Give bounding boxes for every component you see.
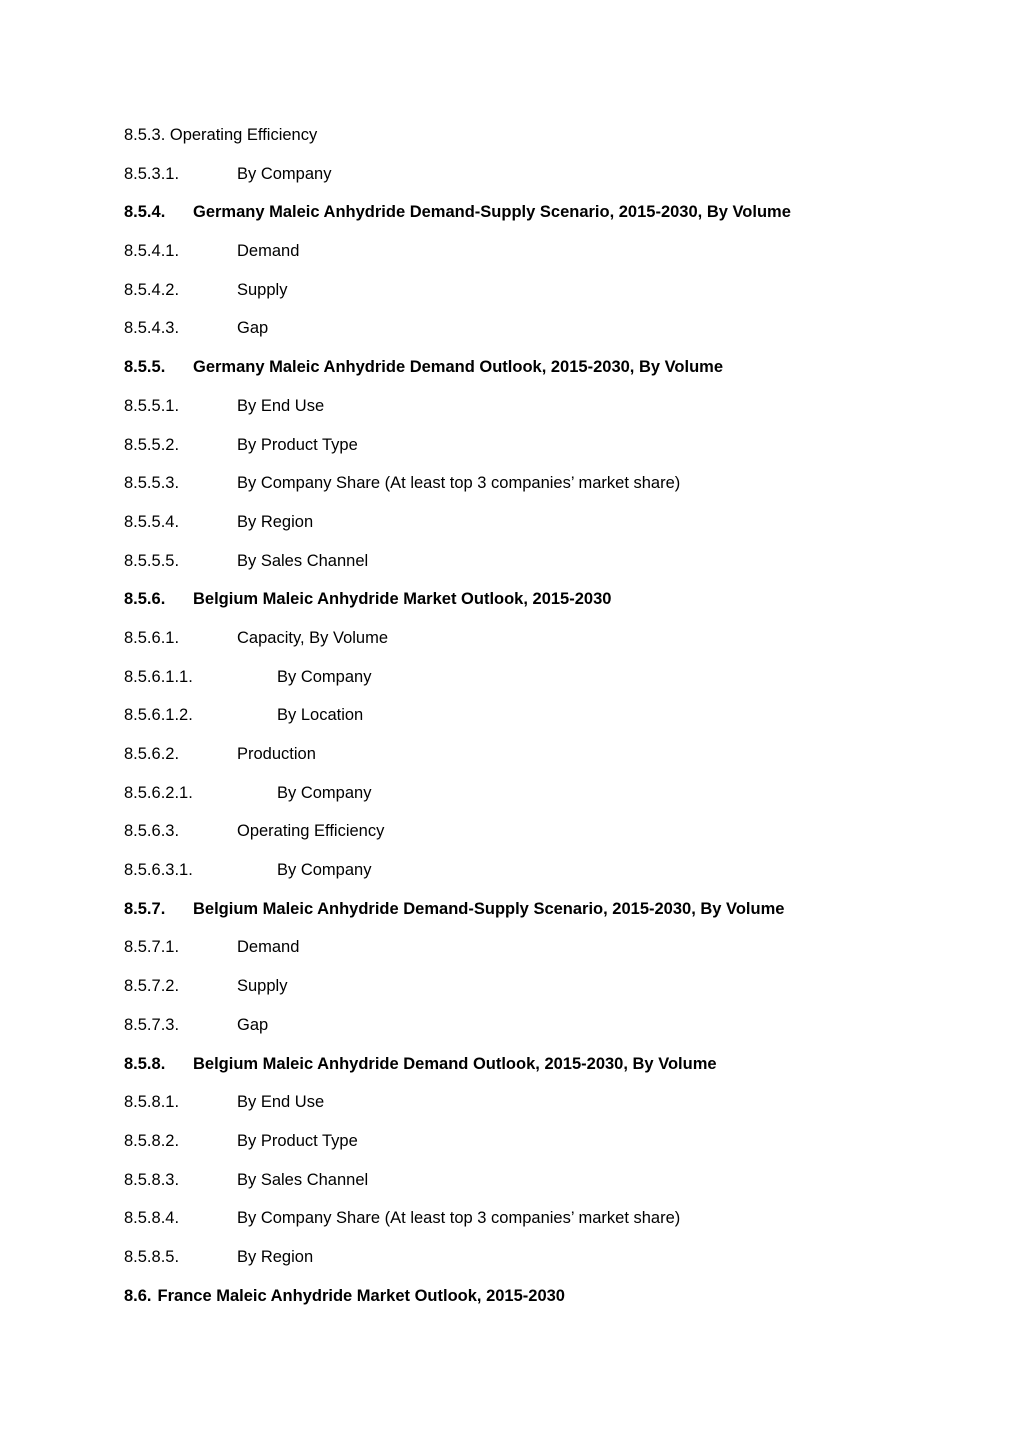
toc-entry <box>124 395 924 434</box>
toc-entry <box>124 743 924 782</box>
toc-entry-title: Germany Maleic Anhydride Demand Outlook, 2015-2030, By Volume <box>193 358 724 377</box>
toc-entry-title: By Company Share (At least top 3 companies’ market share) <box>237 1209 681 1228</box>
toc-entry <box>124 356 924 395</box>
toc-entry <box>124 550 924 589</box>
table-of-contents <box>124 124 924 1323</box>
toc-entry-title: Supply <box>237 977 288 996</box>
toc-entry-title: Supply <box>237 280 288 299</box>
toc-entry-title: By End Use <box>237 1093 325 1112</box>
toc-entry <box>124 898 924 937</box>
toc-entry-number: 8.5.4.3. <box>124 319 180 338</box>
toc-entry-title: Operating Efficiency <box>237 822 385 841</box>
toc-entry <box>124 317 924 356</box>
toc-entry <box>124 434 924 473</box>
toc-entry-number: 8.5.3.1. <box>124 164 180 183</box>
toc-entry-title: By Location <box>277 706 364 725</box>
toc-entry-number: 8.5.7.1. <box>124 938 180 957</box>
toc-entry-number: 8.5.6. <box>124 590 166 609</box>
toc-entry-number: 8.6. <box>124 1286 152 1305</box>
toc-entry <box>124 627 924 666</box>
toc-entry-title: Belgium Maleic Anhydride Market Outlook, 2015-2030 <box>193 590 612 609</box>
toc-entry <box>124 936 924 975</box>
toc-entry-title: By Company <box>277 783 372 802</box>
toc-entry-number: 8.5.5.4. <box>124 512 180 531</box>
toc-entry-number: 8.5.5.2. <box>124 435 180 454</box>
toc-entry <box>124 1285 924 1324</box>
toc-entry-number: 8.5.8.1. <box>124 1093 180 1112</box>
toc-entry <box>124 511 924 550</box>
toc-entry-title: By Sales Channel <box>237 1170 369 1189</box>
toc-entry-number: 8.5.8. <box>124 1054 166 1073</box>
toc-entry <box>124 163 924 202</box>
toc-entry <box>124 782 924 821</box>
toc-entry-number: 8.5.6.3. <box>124 822 180 841</box>
toc-entry-title: By Company <box>277 667 372 686</box>
toc-entry-number: 8.5.7. <box>124 899 166 918</box>
toc-entry <box>124 1091 924 1130</box>
toc-entry-title: By Region <box>237 1247 314 1266</box>
toc-entry-title: By Product Type <box>237 1131 358 1150</box>
toc-entry <box>124 859 924 898</box>
toc-entry-number: 8.5.8.4. <box>124 1209 180 1228</box>
toc-entry-title: By Company <box>237 164 332 183</box>
toc-entry <box>124 820 924 859</box>
toc-entry <box>124 1130 924 1169</box>
toc-entry-title: Gap <box>237 319 269 338</box>
toc-entry-title: Gap <box>237 1015 269 1034</box>
toc-entry-title: Demand <box>237 242 300 261</box>
toc-entry <box>124 1169 924 1208</box>
toc-entry <box>124 666 924 705</box>
toc-entry-number: 8.5.5.3. <box>124 474 180 493</box>
toc-entry <box>124 1207 924 1246</box>
toc-entry-number: 8.5.6.2. <box>124 745 180 763</box>
toc-entry-number: 8.5.6.1.2. <box>124 706 193 725</box>
toc-entry <box>124 1246 924 1285</box>
toc-entry <box>124 240 924 279</box>
toc-entry-number: 8.5.6.1. <box>124 628 180 647</box>
toc-entry-number: 8.5.5.5. <box>124 551 180 570</box>
toc-entry-title: By Region <box>237 512 314 531</box>
toc-entry-number: 8.5.8.3. <box>124 1170 180 1189</box>
toc-entry-number: 8.5.7.2. <box>124 977 180 996</box>
toc-entry-title: Belgium Maleic Anhydride Demand-Supply Scenario, 2015-2030, By Volume <box>193 899 785 918</box>
toc-entry-title: By Product Type <box>237 435 358 454</box>
toc-entry-title: Capacity, By Volume <box>237 628 389 647</box>
toc-entry <box>124 1014 924 1053</box>
toc-entry-title: Production <box>237 745 316 763</box>
toc-entry-title: France Maleic Anhydride Market Outlook, 2015-2030 <box>157 1286 565 1305</box>
toc-entry-number: 8.5.6.2.1. <box>124 783 193 802</box>
toc-entry-title: Belgium Maleic Anhydride Demand Outlook, 2015-2030, By Volume <box>193 1054 717 1073</box>
toc-entry-number: 8.5.8.2. <box>124 1131 180 1150</box>
toc-entry-title: Germany Maleic Anhydride Demand-Supply Scenario, 2015-2030, By Volume <box>193 203 791 222</box>
toc-entry-title: By Company Share (At least top 3 companies’ market share) <box>237 474 681 493</box>
toc-entry-title: By Sales Channel <box>237 551 369 570</box>
toc-entry-number: 8.5.6.1.1. <box>124 667 193 686</box>
toc-entry-title: By End Use <box>237 396 325 415</box>
toc-entry <box>124 704 924 743</box>
toc-entry-number: 8.5.8.5. <box>124 1247 180 1266</box>
toc-entry-number: 8.5.4. <box>124 203 166 222</box>
toc-entry-number: 8.5.5. <box>124 358 166 377</box>
toc-entry-number: 8.5.4.2. <box>124 280 180 299</box>
toc-entry <box>124 124 924 163</box>
toc-entry <box>124 588 924 627</box>
toc-entry <box>124 279 924 318</box>
toc-entry-title: By Company <box>277 861 372 880</box>
toc-entry <box>124 975 924 1014</box>
toc-entry-number: 8.5.7.3. <box>124 1015 180 1034</box>
toc-entry-number: 8.5.5.1. <box>124 396 180 415</box>
toc-entry-title: Demand <box>237 938 300 957</box>
toc-entry-number: 8.5.6.3.1. <box>124 861 193 880</box>
toc-entry-number: 8.5.4.1. <box>124 242 180 261</box>
toc-entry-number: 8.5.3. Operating Efficiency <box>124 126 318 144</box>
toc-entry <box>124 472 924 511</box>
toc-entry <box>124 201 924 240</box>
toc-entry <box>124 1053 924 1092</box>
